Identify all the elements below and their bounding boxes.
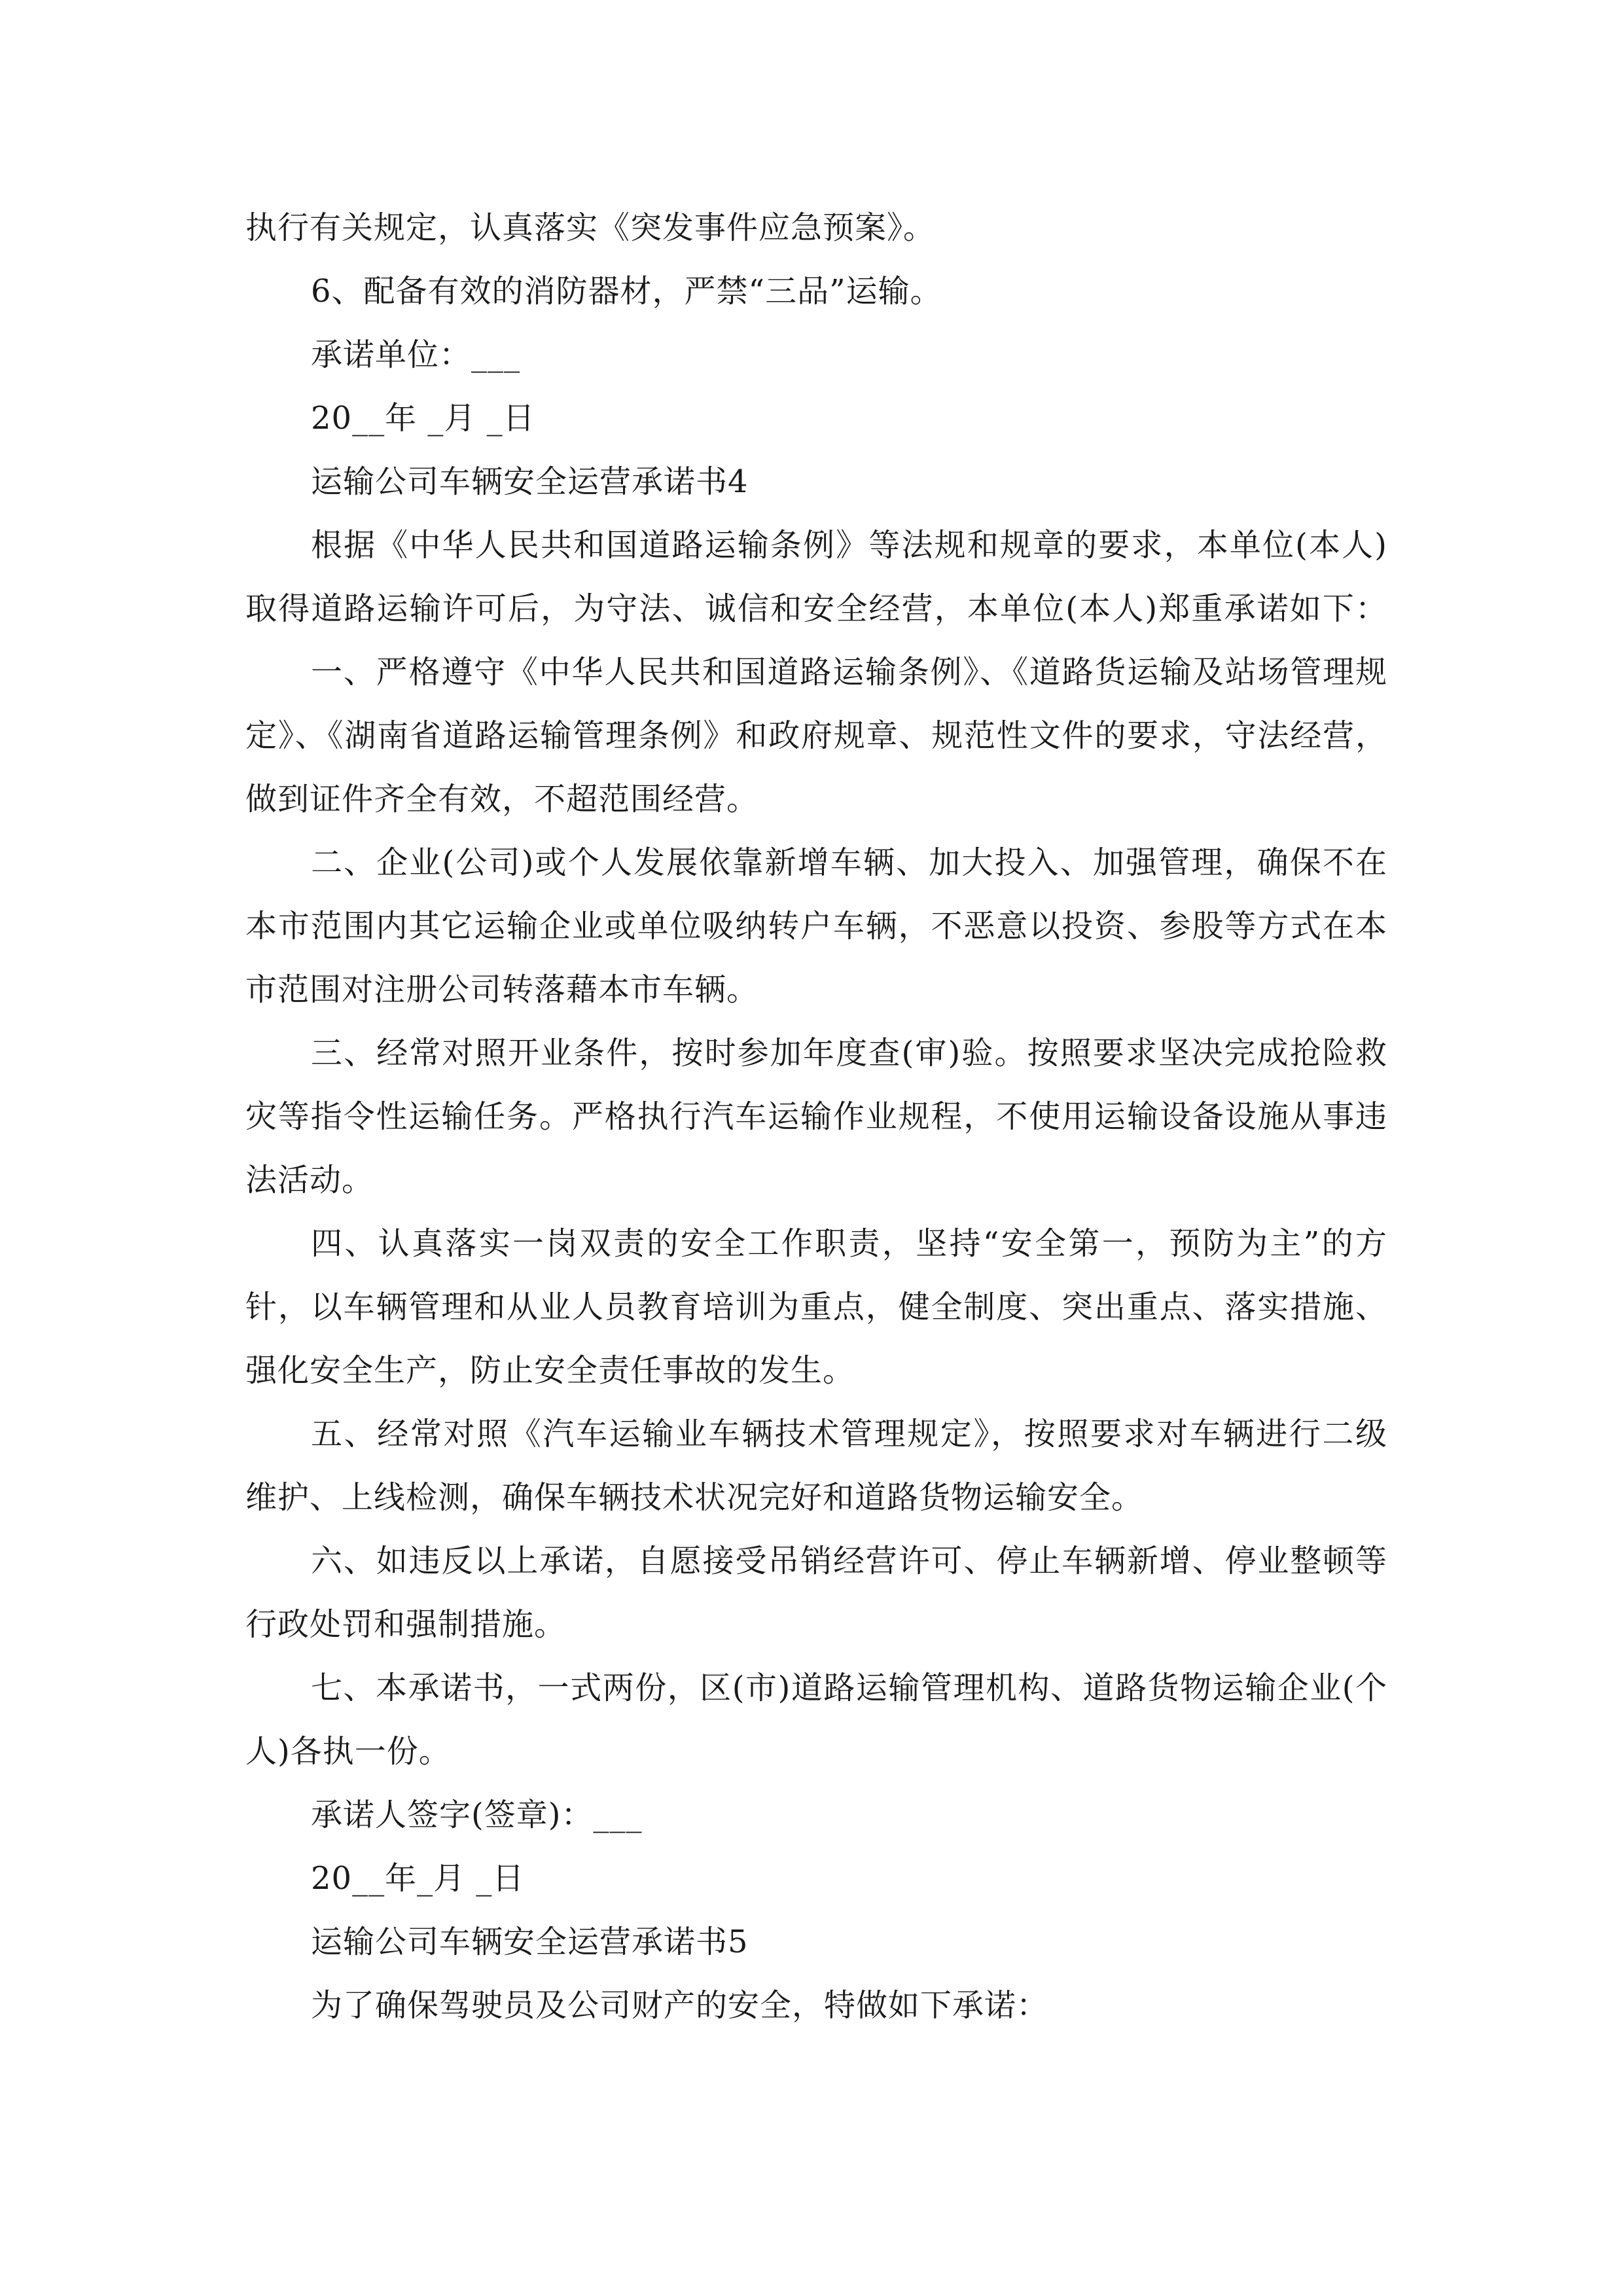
text-line: 二、企业(公司)或个人发展依靠新增车辆、加大投入、加强管理，确保不在	[311, 844, 1387, 881]
section-title: 运输公司车辆安全运营承诺书4	[311, 463, 749, 500]
text-line: 6、配备有效的消防器材，严禁“三品”运输。	[311, 273, 942, 310]
text-line: 定》、《湖南省道路运输管理条例》和政府规章、规范性文件的要求，守法经营，	[245, 717, 1387, 754]
text-line: 五、经常对照《汽车运输业车辆技术管理规定》，按照要求对车辆进行二级	[311, 1416, 1387, 1452]
text-line: 行政处罚和强制措施。	[245, 1606, 567, 1643]
text-line: 做到证件齐全有效，不超范围经营。	[245, 781, 759, 817]
text-line: 执行有关规定，认真落实《突发事件应急预案》。	[245, 209, 936, 246]
text-line: 市范围对注册公司转落藉本市车辆。	[245, 971, 759, 1008]
signature-line: 承诺人签字(签章)：___	[311, 1797, 643, 1833]
date-line: 20__年_月 _日	[311, 1860, 525, 1897]
text-line: 法活动。	[245, 1162, 374, 1198]
text-line: 根据《中华人民共和国道路运输条例》等法规和规章的要求，本单位(本人)	[311, 527, 1387, 564]
text-line: 一、严格遵守《中华人民共和国道路运输条例》、《道路货运输及站场管理规	[311, 654, 1387, 691]
text-line: 取得道路运输许可后，为守法、诚信和安全经营，本单位(本人)郑重承诺如下：	[245, 590, 1387, 627]
document-body	[245, 196, 1387, 2037]
text-line: 强化安全生产，防止安全责任事故的发生。	[245, 1352, 855, 1389]
text-line: 七、本承诺书，一式两份，区(市)道路运输管理机构、道路货物运输企业(个	[311, 1670, 1387, 1706]
date-line: 20__年 _月 _日	[311, 400, 535, 437]
text-line: 灾等指令性运输任务。严格执行汽车运输作业规程，不使用运输设备设施从事违	[245, 1098, 1387, 1135]
text-line: 四、认真落实一岗双责的安全工作职责，坚持“安全第一，预防为主”的方	[311, 1225, 1387, 1262]
text-line: 三、经常对照开业条件，按时参加年度查(审)验。按照要求坚决完成抢险救	[311, 1035, 1387, 1071]
section-title: 运输公司车辆安全运营承诺书5	[311, 1924, 749, 1960]
text-line: 人)各执一份。	[245, 1733, 451, 1770]
text-line: 本市范围内其它运输企业或单位吸纳转户车辆，不恶意以投资、参股等方式在本	[245, 908, 1387, 944]
text-line: 为了确保驾驶员及公司财产的安全，特做如下承诺：	[311, 1987, 1049, 2024]
text-line: 六、如违反以上承诺，自愿接受吊销经营许可、停止车辆新增、停业整顿等	[311, 1543, 1387, 1579]
signing-unit-line: 承诺单位：___	[311, 336, 521, 373]
text-line: 针，以车辆管理和从业人员教育培训为重点，健全制度、突出重点、落实措施、	[245, 1289, 1387, 1325]
text-line: 维护、上线检测，确保车辆技术状况完好和道路货物运输安全。	[245, 1479, 1144, 1516]
